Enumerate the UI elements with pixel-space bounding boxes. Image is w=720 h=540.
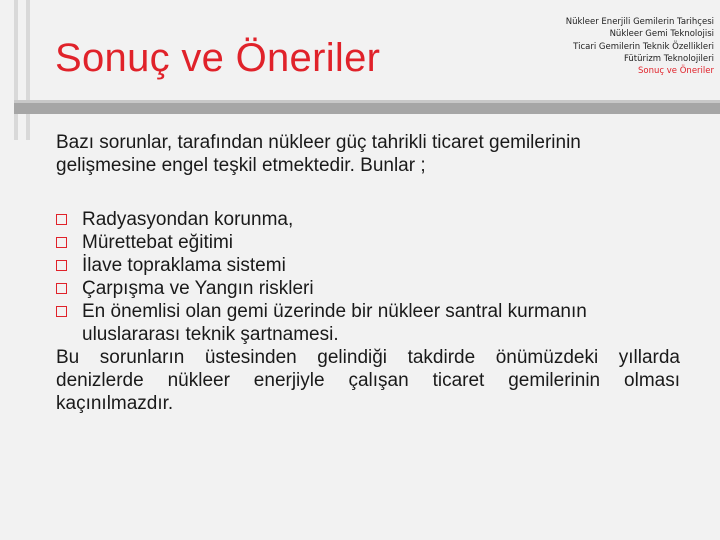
checkbox-square-icon [56,214,67,225]
nav-item-specs[interactable]: Ticari Gemilerin Teknik Özellikleri [573,41,714,52]
slide-title: Sonuç ve Öneriler [55,36,381,80]
list-item-label: Çarpışma ve Yangın riskleri [82,278,314,299]
nav-item-futurism[interactable]: Fütürizm Teknolojileri [623,53,714,64]
list-item-label: En önemlisi olan gemi üzerinde bir nükleer santral kurmanın uluslararası teknik şartnamesi. [82,301,587,345]
nav-item-technology[interactable]: Nükleer Gemi Teknolojisi [609,29,714,40]
list-item-label: İlave topraklama sistemi [82,255,286,276]
list-item-label: Mürettebat eğitimi [82,232,234,253]
list-item [56,277,680,300]
decorative-bar [14,0,18,140]
section-nav [494,16,714,77]
list-item [56,231,680,254]
checkbox-square-icon [56,237,67,248]
slide-body [56,131,680,415]
intro-text: Bazı sorunlar, tarafından nükleer güç tahrikli ticaret gemilerinin gelişmesine engel teşkil etmektedir. Bunlar ; [56,132,581,176]
issue-list [56,208,680,346]
checkbox-square-icon [56,283,67,294]
nav-item-history[interactable]: Nükleer Enerjili Gemilerin Tarihçesi [565,17,714,27]
decorative-bar [26,0,30,140]
header-divider-highlight [14,100,720,103]
list-item [56,300,680,346]
conclusion-text: Bu sorunların üstesinden gelindiği takdirde önümüzdeki yıllarda denizlerde nükleer enerjiyle çalışan ticaret gemilerinin olması kaçınılmazdır. [56,347,680,414]
list-item-label: Radyasyondan korunma, [82,209,294,230]
nav-item-conclusion[interactable]: Sonuç ve Öneriler [638,66,714,77]
checkbox-square-icon [56,306,67,317]
checkbox-square-icon [56,260,67,271]
list-item [56,208,680,231]
list-item [56,254,680,277]
